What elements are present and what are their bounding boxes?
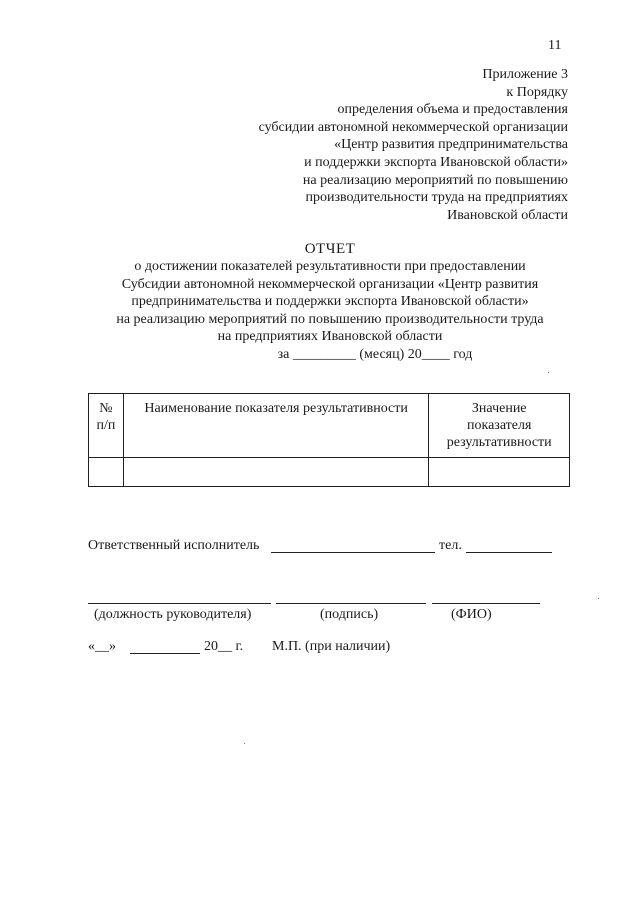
header-number-line: № <box>99 401 113 416</box>
signature-captions <box>88 607 568 629</box>
appendix-line: Приложение 3 <box>482 67 568 82</box>
executor-name-line[interactable] <box>271 552 435 553</box>
fio-line[interactable] <box>432 603 540 604</box>
header-indicator-value <box>429 394 570 458</box>
signature-block <box>88 538 568 654</box>
date-month-line[interactable] <box>130 653 200 654</box>
signature-line[interactable] <box>276 603 426 604</box>
report-title: ОТЧЕТ <box>304 241 356 257</box>
date-year: 20__ г. <box>204 639 244 654</box>
tel-label: тел. <box>439 538 462 553</box>
indicators-table <box>88 393 570 487</box>
appendix-line: к Порядку <box>506 84 568 100</box>
table-header-row <box>89 394 570 458</box>
appendix-line: субсидии автономной некоммерческой организации <box>258 119 568 135</box>
fio-caption: (ФИО) <box>451 607 492 622</box>
header-number <box>89 394 124 458</box>
appendix-line: Ивановской области <box>447 207 568 223</box>
signature-caption: (подпись) <box>320 607 379 622</box>
header-number-line: п/п <box>96 418 116 433</box>
appendix-line: на реализацию мероприятий по повышению <box>302 172 568 188</box>
tel-line[interactable] <box>466 552 552 553</box>
position-caption: (должность руководителя) <box>94 607 252 622</box>
header-value-line: показателя <box>467 418 532 433</box>
cell-number[interactable] <box>89 458 124 487</box>
executor-label: Ответственный исполнитель <box>88 538 260 553</box>
header-value-line: Значение <box>471 401 527 416</box>
stamp-note: М.П. (при наличии) <box>272 639 391 654</box>
page-number: 11 <box>548 38 562 53</box>
appendix-line: «Центр развития предпринимательства <box>334 137 568 153</box>
appendix-line: производительности труда на предприятиях <box>305 190 568 206</box>
cell-indicator-name[interactable] <box>123 458 429 487</box>
date-day: «__» <box>88 639 116 654</box>
position-line[interactable] <box>88 603 271 604</box>
executor-row <box>88 538 568 558</box>
header-value-line: результативности <box>446 435 552 450</box>
report-period: за _________ (месяц) 20____ год <box>277 346 473 362</box>
scan-artifact <box>548 372 549 373</box>
scan-artifact <box>598 598 599 599</box>
appendix-line: определения объема и предоставления <box>337 102 568 118</box>
appendix-header <box>259 66 568 224</box>
report-description <box>60 258 600 346</box>
report-line: предпринимательства и поддержки экспорта Ивановской области» <box>131 294 529 310</box>
header-indicator-name <box>123 394 429 458</box>
cell-indicator-value[interactable] <box>429 458 570 487</box>
report-line: Субсидии автономной некоммерческой организации «Центр развития <box>121 276 539 292</box>
report-line: на реализацию мероприятий по повышению производительности труда <box>116 311 544 327</box>
date-row <box>88 639 568 661</box>
table-row <box>89 458 570 487</box>
report-line: на предприятиях Ивановской области <box>217 329 443 345</box>
report-line: о достижении показателей результативности при предоставлении <box>134 259 526 274</box>
appendix-line: и поддержки экспорта Ивановской области» <box>304 154 568 170</box>
scan-artifact <box>244 743 245 744</box>
report-header <box>60 240 600 364</box>
header-indicator-name-text: Наименование показателя результативности <box>144 401 408 416</box>
